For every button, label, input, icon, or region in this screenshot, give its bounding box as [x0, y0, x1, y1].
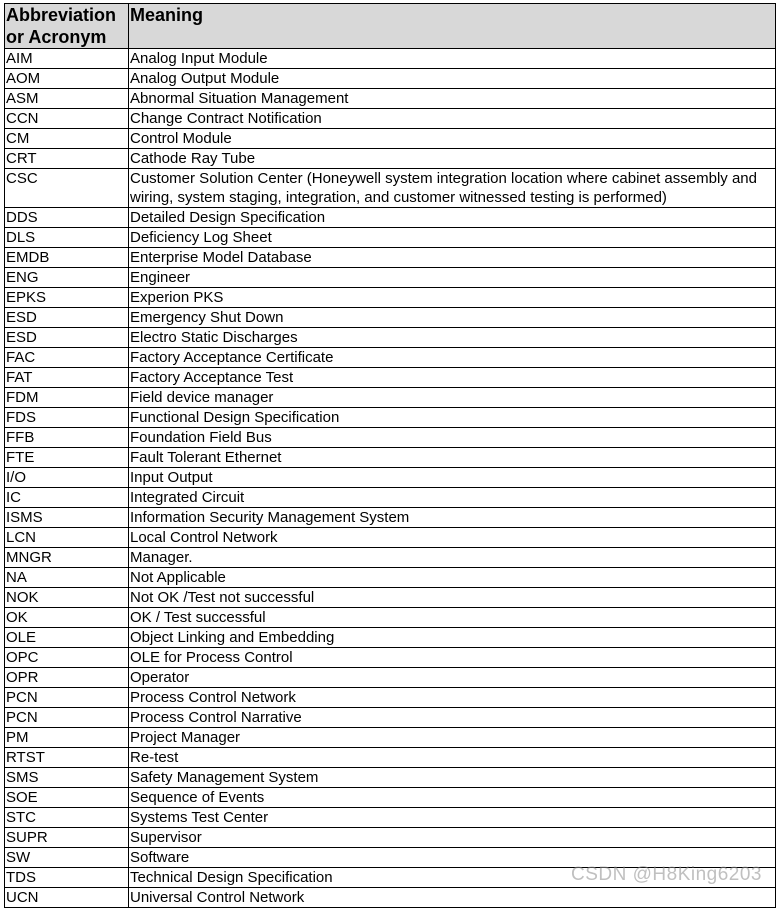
table-row [5, 348, 776, 368]
table-row [5, 308, 776, 328]
abbreviation-cell: ENG [5, 268, 129, 288]
abbreviation-cell: AIM [5, 49, 129, 69]
meaning-cell: Input Output [129, 468, 776, 488]
abbreviation-cell: ASM [5, 89, 129, 109]
abbreviation-cell: OLE [5, 628, 129, 648]
abbreviation-cell: CRT [5, 149, 129, 169]
meaning-cell: Not Applicable [129, 568, 776, 588]
abbreviation-cell: STC [5, 808, 129, 828]
meaning-cell: Universal Control Network [129, 888, 776, 908]
abbreviation-cell: FDS [5, 408, 129, 428]
abbreviation-cell: LCN [5, 528, 129, 548]
table-row [5, 428, 776, 448]
table-row [5, 488, 776, 508]
meaning-cell: Electro Static Discharges [129, 328, 776, 348]
abbreviation-cell: NOK [5, 588, 129, 608]
abbreviation-cell: MNGR [5, 548, 129, 568]
abbreviation-cell: DDS [5, 208, 129, 228]
meaning-cell: Process Control Network [129, 688, 776, 708]
abbreviation-cell: FDM [5, 388, 129, 408]
meaning-cell: Analog Output Module [129, 69, 776, 89]
meaning-cell: Operator [129, 668, 776, 688]
meaning-cell: OLE for Process Control [129, 648, 776, 668]
abbreviation-cell: RTST [5, 748, 129, 768]
abbreviation-cell: FFB [5, 428, 129, 448]
table-row [5, 768, 776, 788]
abbreviation-cell: I/O [5, 468, 129, 488]
meaning-cell: Customer Solution Center (Honeywell system integration location where cabinet assembly and wiring, system staging, integration, and customer witnessed testing is performed) [129, 169, 776, 208]
meaning-cell: OK / Test successful [129, 608, 776, 628]
table-row [5, 588, 776, 608]
meaning-cell: Cathode Ray Tube [129, 149, 776, 169]
table-row [5, 548, 776, 568]
abbreviation-cell: FAC [5, 348, 129, 368]
table-row [5, 268, 776, 288]
abbreviation-cell: EPKS [5, 288, 129, 308]
table-row [5, 628, 776, 648]
abbreviation-cell: PCN [5, 708, 129, 728]
meaning-cell: Not OK /Test not successful [129, 588, 776, 608]
meaning-cell: Engineer [129, 268, 776, 288]
watermark: CSDN @H8King6203 [571, 864, 762, 885]
abbreviation-cell: CSC [5, 169, 129, 208]
abbreviation-cell: SUPR [5, 828, 129, 848]
abbreviation-cell: OPC [5, 648, 129, 668]
table-row [5, 788, 776, 808]
abbreviation-cell: CM [5, 129, 129, 149]
meaning-cell: Change Contract Notification [129, 109, 776, 129]
table-row [5, 528, 776, 548]
table-row [5, 388, 776, 408]
meaning-cell: Enterprise Model Database [129, 248, 776, 268]
table-row [5, 408, 776, 428]
abbreviation-cell: PM [5, 728, 129, 748]
abbreviation-cell: AOM [5, 69, 129, 89]
table-row [5, 69, 776, 89]
table-body [5, 49, 776, 908]
table-row [5, 208, 776, 228]
table-row [5, 708, 776, 728]
meaning-cell: Factory Acceptance Certificate [129, 348, 776, 368]
table-row [5, 568, 776, 588]
table-row [5, 728, 776, 748]
table-row [5, 668, 776, 688]
table-row [5, 129, 776, 149]
meaning-cell: Process Control Narrative [129, 708, 776, 728]
meaning-cell: Re-test [129, 748, 776, 768]
meaning-cell: Integrated Circuit [129, 488, 776, 508]
abbreviation-cell: FTE [5, 448, 129, 468]
meaning-cell: Software [129, 848, 776, 868]
meaning-cell: Abnormal Situation Management [129, 89, 776, 109]
table-row [5, 808, 776, 828]
table-row [5, 468, 776, 488]
abbreviation-cell: UCN [5, 888, 129, 908]
table-row [5, 508, 776, 528]
meaning-cell: Safety Management System [129, 768, 776, 788]
table-row [5, 169, 776, 208]
meaning-cell: Sequence of Events [129, 788, 776, 808]
meaning-cell: Information Security Management System [129, 508, 776, 528]
meaning-cell: Foundation Field Bus [129, 428, 776, 448]
meaning-cell: Technical Design Specification [129, 868, 776, 888]
meaning-cell: Local Control Network [129, 528, 776, 548]
abbreviation-cell: SW [5, 848, 129, 868]
meaning-cell: Field device manager [129, 388, 776, 408]
table-row [5, 49, 776, 69]
meaning-cell: Experion PKS [129, 288, 776, 308]
abbreviation-cell: SOE [5, 788, 129, 808]
table-row [5, 149, 776, 169]
table-row [5, 648, 776, 668]
meaning-cell: Manager. [129, 548, 776, 568]
meaning-cell: Project Manager [129, 728, 776, 748]
abbreviation-cell: FAT [5, 368, 129, 388]
table-row [5, 328, 776, 348]
abbreviation-table [4, 3, 776, 908]
abbreviation-cell: OPR [5, 668, 129, 688]
meaning-cell: Systems Test Center [129, 808, 776, 828]
header-row [5, 4, 776, 49]
abbreviation-cell: IC [5, 488, 129, 508]
abbreviation-cell: EMDB [5, 248, 129, 268]
meaning-cell: Emergency Shut Down [129, 308, 776, 328]
table-row [5, 368, 776, 388]
table-row [5, 448, 776, 468]
meaning-cell: Analog Input Module [129, 49, 776, 69]
abbreviation-cell: ESD [5, 308, 129, 328]
table-row [5, 89, 776, 109]
table-row [5, 828, 776, 848]
abbreviation-cell: NA [5, 568, 129, 588]
abbreviation-cell: OK [5, 608, 129, 628]
meaning-cell: Detailed Design Specification [129, 208, 776, 228]
meaning-cell: Deficiency Log Sheet [129, 228, 776, 248]
abbreviation-cell: TDS [5, 868, 129, 888]
table-row [5, 288, 776, 308]
table-row [5, 228, 776, 248]
abbreviation-cell: DLS [5, 228, 129, 248]
meaning-cell: Factory Acceptance Test [129, 368, 776, 388]
meaning-cell: Functional Design Specification [129, 408, 776, 428]
abbreviation-cell: ESD [5, 328, 129, 348]
table-row [5, 109, 776, 129]
meaning-cell: Control Module [129, 129, 776, 149]
abbreviation-cell: CCN [5, 109, 129, 129]
abbreviation-cell: SMS [5, 768, 129, 788]
meaning-cell: Supervisor [129, 828, 776, 848]
meaning-cell: Object Linking and Embedding [129, 628, 776, 648]
table-row [5, 248, 776, 268]
table-row [5, 608, 776, 628]
column-header-abbreviation: Abbreviation or Acronym [5, 4, 129, 49]
abbreviation-cell: PCN [5, 688, 129, 708]
abbreviation-cell: ISMS [5, 508, 129, 528]
table-row [5, 688, 776, 708]
meaning-cell: Fault Tolerant Ethernet [129, 448, 776, 468]
column-header-meaning: Meaning [129, 4, 776, 49]
table-row [5, 748, 776, 768]
table-row [5, 888, 776, 908]
